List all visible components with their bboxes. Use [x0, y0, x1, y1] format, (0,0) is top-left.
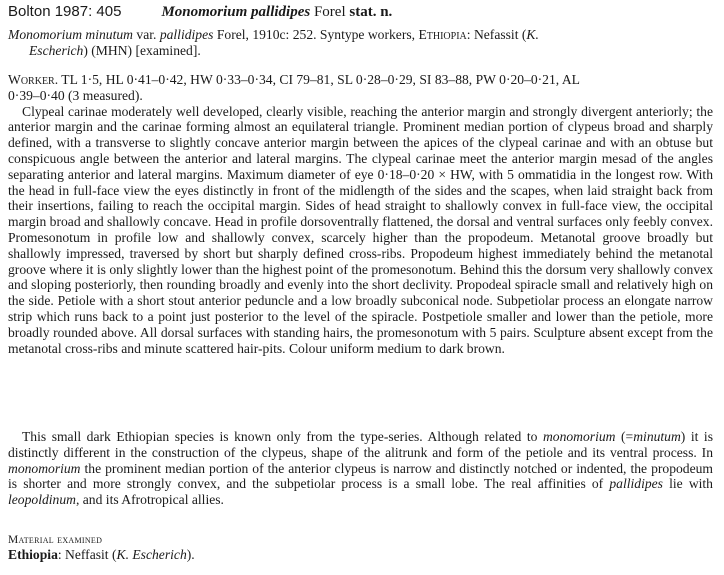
- discussion-span: ) it is distinctly different in the construction of the clypeus, shape of the alitrunk and form of the petiole and its ventral process. In: [8, 429, 713, 460]
- discussion-italic: monomorium: [542, 429, 616, 444]
- synonym-text: Forel, 1910c: 252. Syntype workers,: [213, 27, 419, 42]
- worker-description: [8, 72, 713, 356]
- material-heading: Material examined: [8, 534, 103, 546]
- synonym-name: Monomorium minutum: [8, 27, 133, 42]
- synonym-collector: K.: [526, 27, 539, 42]
- synonym-varname: pallidipes: [159, 27, 214, 42]
- taxon-author: Forel: [310, 4, 350, 20]
- discussion-text: [8, 429, 713, 508]
- discussion-span: lie with: [662, 476, 713, 492]
- synonym-text: ) (MHN) [examined].: [83, 43, 201, 58]
- material-text: ).: [186, 547, 195, 562]
- synonym-entry: [8, 27, 708, 59]
- discussion-italic: pallidipes: [609, 476, 663, 492]
- discussion-span: (=: [621, 429, 634, 444]
- material-locality: [8, 547, 195, 562]
- measurements-text: . TL 1·5, HL 0·41–0·42, HW 0·33–0·34, CI 79–81, SL 0·28–0·29, SI 83–88, PW 0·20–0·21, AL: [54, 72, 580, 87]
- synonym-text: : Nefassit (: [466, 27, 527, 42]
- discussion-span: This small dark Ethiopian species is known only from the type-series. Although related to: [22, 429, 543, 444]
- citation-reference: Bolton 1987: 405: [8, 3, 122, 20]
- citation-header: [8, 3, 392, 21]
- worker-label: Worker: [8, 72, 55, 87]
- synonym-line-1: [8, 27, 708, 43]
- discussion-span: , and its Afrotropical allies.: [75, 492, 224, 508]
- discussion-span: the prominent median portion of the anterior clypeus is narrow and distinctly notched or indented, the propodeum is shorter and more strongly convex, and the subpetiolar process is a small lobe. The real affinities of: [8, 460, 713, 492]
- taxon-status: stat. n.: [349, 4, 393, 20]
- measurements-text: 0·39–0·40 (3 measured).: [8, 87, 143, 103]
- discussion-italic: leopoldinum: [8, 492, 76, 508]
- worker-description-text: Clypeal carinae moderately well developed, clearly visible, reaching the anterior margin and strongly divergent anteriorly; the anterior margin and the carinae forming almost an equilateral triangle. Prominent median portion of clypeus broad and sharply defined, with a transverse to slightly concave anterior margin between the apices of the clypeal carinae and with an obtuse but conspicuous angle between the anterior and lateral margins. The clypeal carinae meet the anterior margin mesad of the angles separating anterior and lateral margins. Maximum diameter of eye 0·18–0·20 × HW, with 5 ommatidia in the longest row. With the head in full-face view the eyes distinctly in front of the midlength of the sides and the scapes, when laid straight back from their insertions, failing to reach the occipital margin. Sides of head straight to shallowly convex in full-face view, the occipital margin broad and shallowly concave. Head in profile dorsoventrally flattened, the dorsal and ventral surfaces only feebly convex. Promesonotum in profile low and shallowly convex, scarcely higher than the propodeum. Metanotal groove broadly but shallowly impressed, traversed by short but sharply defined cross-ribs. Propodeum highest immediately behind the metanotal groove where it is only slightly lower than the highest point of the promesonotum. Behind this the dorsum very shallowly convex and sloping posteriorly, then rounding broadly and evenly into the short declivity. Propodeal spiracle small and relatively high on the side. Petiole with a short stout anterior peduncle and a low broadly subconical node. Subpetiolar process an elongate narrow strip which runs back to a point just posterior to the level of the spiracle. Postpetiole smaller and lower than the petiole, more broadly rounded above. All dorsal surfaces with standing hairs, the promesonotum with 5 pairs. Sculpture absent except from the metanotal cross-ribs and minute scattered hair-pits. Colour uniform medium to dark brown.: [8, 103, 713, 356]
- synonym-text: var.: [133, 27, 160, 42]
- discussion-italic: monomorium: [8, 460, 81, 476]
- synonym-line-2: [8, 43, 708, 59]
- discussion-italic: minutum: [633, 429, 681, 444]
- material-text: : Neffasit (: [57, 547, 117, 562]
- synonym-collector-cont: Escherich: [29, 43, 84, 58]
- discussion-paragraph: [8, 429, 713, 508]
- material-collector: K. Escherich: [116, 547, 187, 562]
- taxon-title: [161, 4, 392, 20]
- taxon-name: Monomorium pallidipes: [161, 4, 311, 20]
- synonym-country: Ethiopia: [418, 27, 467, 42]
- worker-measurements: [8, 72, 713, 104]
- material-country: Ethiopia: [8, 547, 58, 562]
